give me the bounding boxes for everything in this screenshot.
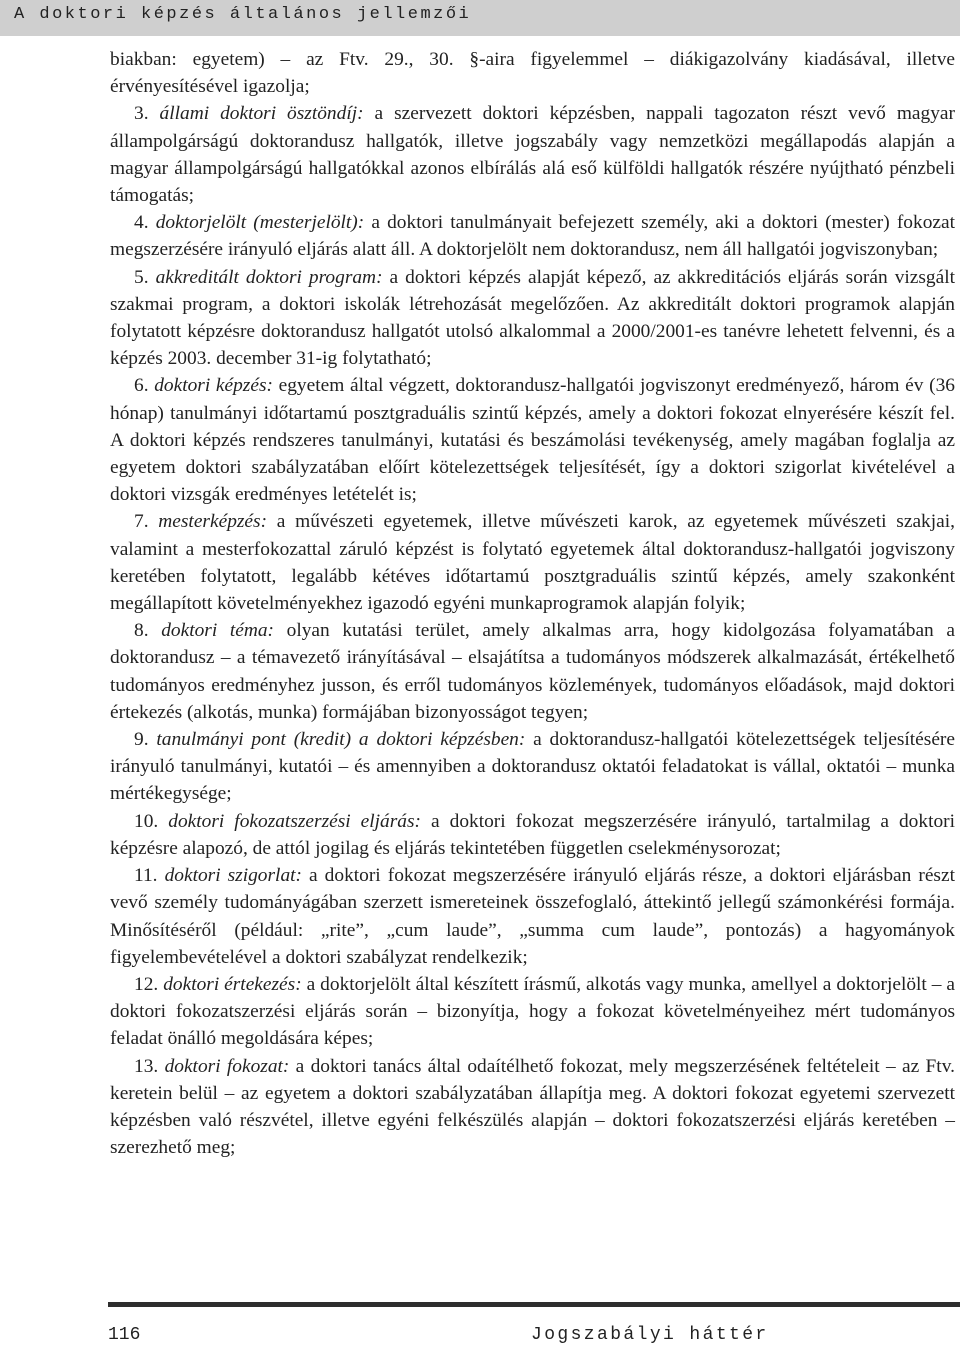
- item-number: 9.: [134, 729, 149, 751]
- item-number: 3.: [134, 103, 149, 125]
- definition-item: [110, 372, 955, 508]
- definition-item: [110, 617, 955, 726]
- item-term: mesterképzés:: [158, 511, 268, 533]
- definition-item: [110, 726, 955, 808]
- item-text: egyetem által végzett, doktorandusz-hallgatói jogviszonyt eredményező, három év (36 hónap) tanulmányi időtartamú posztgraduális szintű képzés, amely a doktori fokozat elnyerésére készít fel. A doktori képzés rendszeres tanulmányi, kutatási és beszámolási tevékenység, amely magában foglalja az egyetem doktori szabályzatában előírt kötelezettségek teljesítését, így a doktori szigorlat kivételével a doktori vizsgák eredményes letételét is;: [110, 375, 955, 506]
- item-number: 7.: [134, 511, 149, 533]
- item-text: a doktorjelölt által készített írásmű, alkotás vagy munka, amellyel a doktorjelölt – a doktori fokozatszerzési eljárás során – bizonyítja, hogy a fokozat követelményeihez mért tudományos feladat önálló megoldására képes;: [110, 973, 955, 1050]
- intro-paragraph: biakban: egyetem) – az Ftv. 29., 30. §-aira figyelemmel – diákigazolvány kiadásával, illetve érvényesítésével igazolja;: [110, 49, 955, 98]
- item-term: doktori szigorlat:: [164, 865, 302, 887]
- definition-item: [110, 100, 955, 209]
- item-text: a doktori tanulmányait befejezett személy, aki a doktori (mester) fokozat megszerzésére irányuló eljárás alatt áll. A doktorjelölt nem doktorandusz, nem áll hallgatói jogviszonyban;: [110, 212, 955, 261]
- item-number: 5.: [134, 266, 149, 288]
- item-number: 13.: [134, 1055, 159, 1077]
- item-text: a doktori fokozat megszerzésére irányuló eljárás része, a doktori eljárásban részt vevő személy tudományágában szerzett ismereteinek összefoglaló, áttekintő jellegű számonkérési formája. Minősítéséről (például: „rite”, „cum laude”, „summa cum laude”, pontozás) a hagyományok figyelembevételével a doktori szabályzat rendelkezik;: [110, 865, 955, 968]
- item-term: akkreditált doktori program:: [155, 266, 383, 288]
- item-term: doktori téma:: [161, 620, 275, 642]
- item-text: a művészeti egyetemek, illetve művészeti karok, az egyetemek művészeti szakjai, valamint a mesterfokozattal záruló képzést is folytató egyetemek által doktorandusz-hallgatói jogviszony keretében folytatott, legalább kétéves időtartamú posztgraduális szintű képzés, amely szakonként megállapított követelményekhez igazodó egyéni munkaprogramok alapján folyik;: [110, 511, 955, 615]
- running-footer-title: Jogszabályi háttér: [531, 1325, 769, 1345]
- item-number: 6.: [134, 375, 149, 397]
- item-text: a doktori képzés alapját képező, az akkreditációs eljárás során vizsgált szakmai program, a doktori iskolák létrehozását megelőzően. Az akkreditált doktori programok alapján folytatott képzésre doktorandusz hallgatót utolsó alkalommal a 2000/2001-es tanévre lehetett felvenni, és a képzés 2003. december 31-ig folytatható;: [110, 266, 956, 370]
- item-text: a szervezett doktori képzésben, nappali tagozaton részt vevő magyar állampolgárságú doktorandusz hallgatók, illetve jogszabály vagy nemzetközi megállapodás alapján a magyar állampolgárságú hallgatókkal azonos elbírálás alá eső külföldi hallgatók részére nyújtható pénzbeli támogatás;: [110, 103, 955, 207]
- item-term: doktori értekezés:: [163, 973, 302, 995]
- item-text: a doktorandusz-hallgatói kötelezettségek teljesítésére irányuló tanulmányi, kutatói – és amennyiben a doktorandusz oktatói feladatokat is vállal, oktatói – munka mértékegysége;: [110, 729, 955, 805]
- item-number: 11.: [134, 865, 158, 887]
- item-text: olyan kutatási terület, amely alkalmas arra, hogy kidolgozása folyamatában a doktorandusz – a témavezető irányításával – elsajátítsa a tudományos módszerek alkalmazását, értékelhető tudományos eredményhez jusson, és erről tudományos közlemények, tudományos előadások, majd doktori értekezés (alkotás, munka) formájában bizonyosságot tegyen;: [110, 620, 955, 723]
- item-number: 10.: [134, 810, 159, 832]
- item-number: 4.: [134, 212, 149, 234]
- definition-item: [110, 862, 955, 971]
- page-number: 116: [108, 1325, 141, 1345]
- item-term: tanulmányi pont (kredit) a doktori képzésben:: [156, 729, 526, 751]
- running-header: [0, 0, 960, 36]
- item-text: a doktori fokozat megszerzésére irányuló, tartalmilag a doktori képzésre alapozó, de attól jogilag és eljárás tekintetében független cselekménysorozat;: [110, 810, 956, 859]
- item-number: 8.: [134, 620, 149, 642]
- definition-item: [110, 264, 955, 373]
- body-text: [110, 46, 955, 1161]
- item-term: állami doktori ösztöndíj:: [159, 103, 364, 125]
- definition-item: [110, 209, 955, 263]
- definition-item: [110, 508, 955, 617]
- item-term: doktorjelölt (mesterjelölt):: [155, 212, 365, 234]
- definition-item: [110, 808, 955, 862]
- definition-item: [110, 1053, 955, 1162]
- item-number: 12.: [134, 973, 159, 995]
- definition-item: [110, 971, 955, 1053]
- item-text: a doktori tanács által odaítélhető fokozat, mely megszerzésének feltételeit – az Ftv. keretein belül – az egyetem a doktori szabályzatában állapítja meg. A doktori fokozat egyetemi szervezett képzésben való részvétel, illetve egyéni felkészülés alapján – doktori fokozatszerzési eljárás keretében – szerezhető meg;: [110, 1055, 955, 1159]
- running-header-title: A doktori képzés általános jellemzői: [14, 5, 472, 24]
- item-term: doktori fokozatszerzési eljárás:: [168, 810, 421, 832]
- item-term: doktori képzés:: [154, 375, 273, 397]
- footer-divider: [108, 1302, 960, 1307]
- item-term: doktori fokozat:: [164, 1055, 290, 1077]
